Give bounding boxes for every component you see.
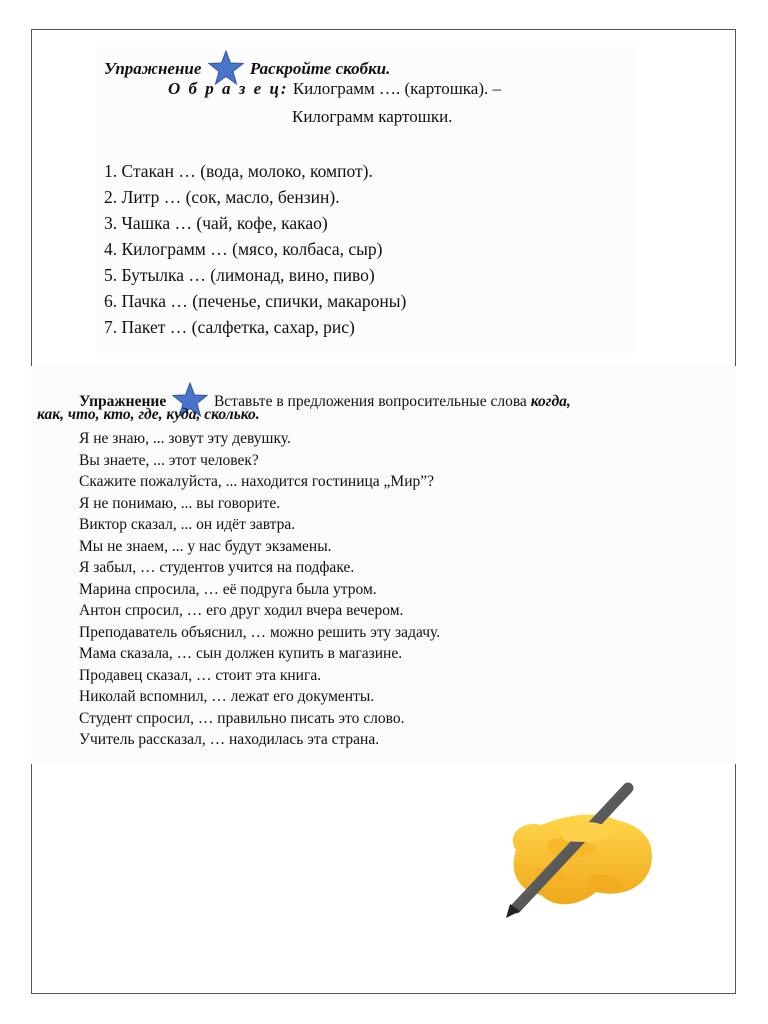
exercise2-words-part2: как, что, кто, где, куда, сколько. bbox=[37, 406, 260, 423]
list-item: Студент спросил, … правильно писать это слово. bbox=[79, 709, 405, 727]
list-item: Вы знаете, ... этот человек? bbox=[79, 451, 259, 469]
exercise1-list bbox=[104, 158, 406, 340]
list-item: Продавец сказал, … стоит эта книга. bbox=[79, 666, 322, 684]
list-item: 5. Бутылка … (лимонад, вино, пиво) bbox=[104, 265, 375, 285]
list-item: 3. Чашка … (чай, кофе, какао) bbox=[104, 213, 328, 233]
list-item: Преподаватель объяснил, … можно решить эту задачу. bbox=[79, 623, 441, 641]
exercise1-title-word: Упражнение bbox=[104, 59, 202, 78]
list-item: Я не знаю, ... зовут эту девушку. bbox=[79, 430, 291, 447]
list-item: Антон спросил, … его друг ходил вчера вечером. bbox=[79, 602, 404, 619]
exercise2-list bbox=[79, 428, 440, 751]
sample-answer: Килограмм картошки. bbox=[292, 107, 453, 126]
list-item: 7. Пакет … (салфетка, сахар, рис) bbox=[104, 317, 355, 337]
list-item: Марина спросила, … её подруга была утром. bbox=[79, 580, 377, 598]
list-item: Учитель рассказал, … находилась эта страна. bbox=[79, 731, 380, 748]
exercise1-instruction: Раскройте скобки. bbox=[249, 59, 391, 78]
sample-line bbox=[168, 79, 501, 99]
list-item: Скажите пожалуйста, ... находится гостиница „Мир”? bbox=[79, 473, 435, 490]
list-item: Мама сказала, … сын должен купить в магазине. bbox=[79, 645, 403, 662]
sample-text: Килограмм …. (картошка). – bbox=[292, 79, 502, 98]
exercise2-instruction: Вставьте в предложения вопросительные слова bbox=[213, 393, 527, 410]
list-item: Я забыл, … студентов учится на подфаке. bbox=[79, 559, 355, 576]
writing-hand-icon bbox=[496, 780, 661, 920]
list-item: 1. Стакан … (вода, молоко, компот). bbox=[104, 161, 373, 181]
list-item: Мы не знаем, ... у нас будут экзамены. bbox=[79, 537, 332, 555]
sample-label: О б р а з е ц: bbox=[168, 79, 289, 98]
list-item: Виктор сказал, ... он идёт завтра. bbox=[79, 516, 296, 533]
list-item: 2. Литр … (сок, масло, бензин). bbox=[104, 187, 340, 207]
exercise2-title-word: Упражнение bbox=[79, 393, 167, 410]
list-item: 4. Килограмм … (мясо, колбаса, сыр) bbox=[104, 239, 383, 259]
list-item: Я не понимаю, ... вы говорите. bbox=[79, 494, 281, 512]
list-item: Николай вспомнил, … лежат его документы. bbox=[79, 688, 375, 705]
list-item: 6. Пачка … (печенье, спички, макароны) bbox=[104, 291, 407, 311]
exercise2-words-part1: когда, bbox=[530, 393, 571, 410]
